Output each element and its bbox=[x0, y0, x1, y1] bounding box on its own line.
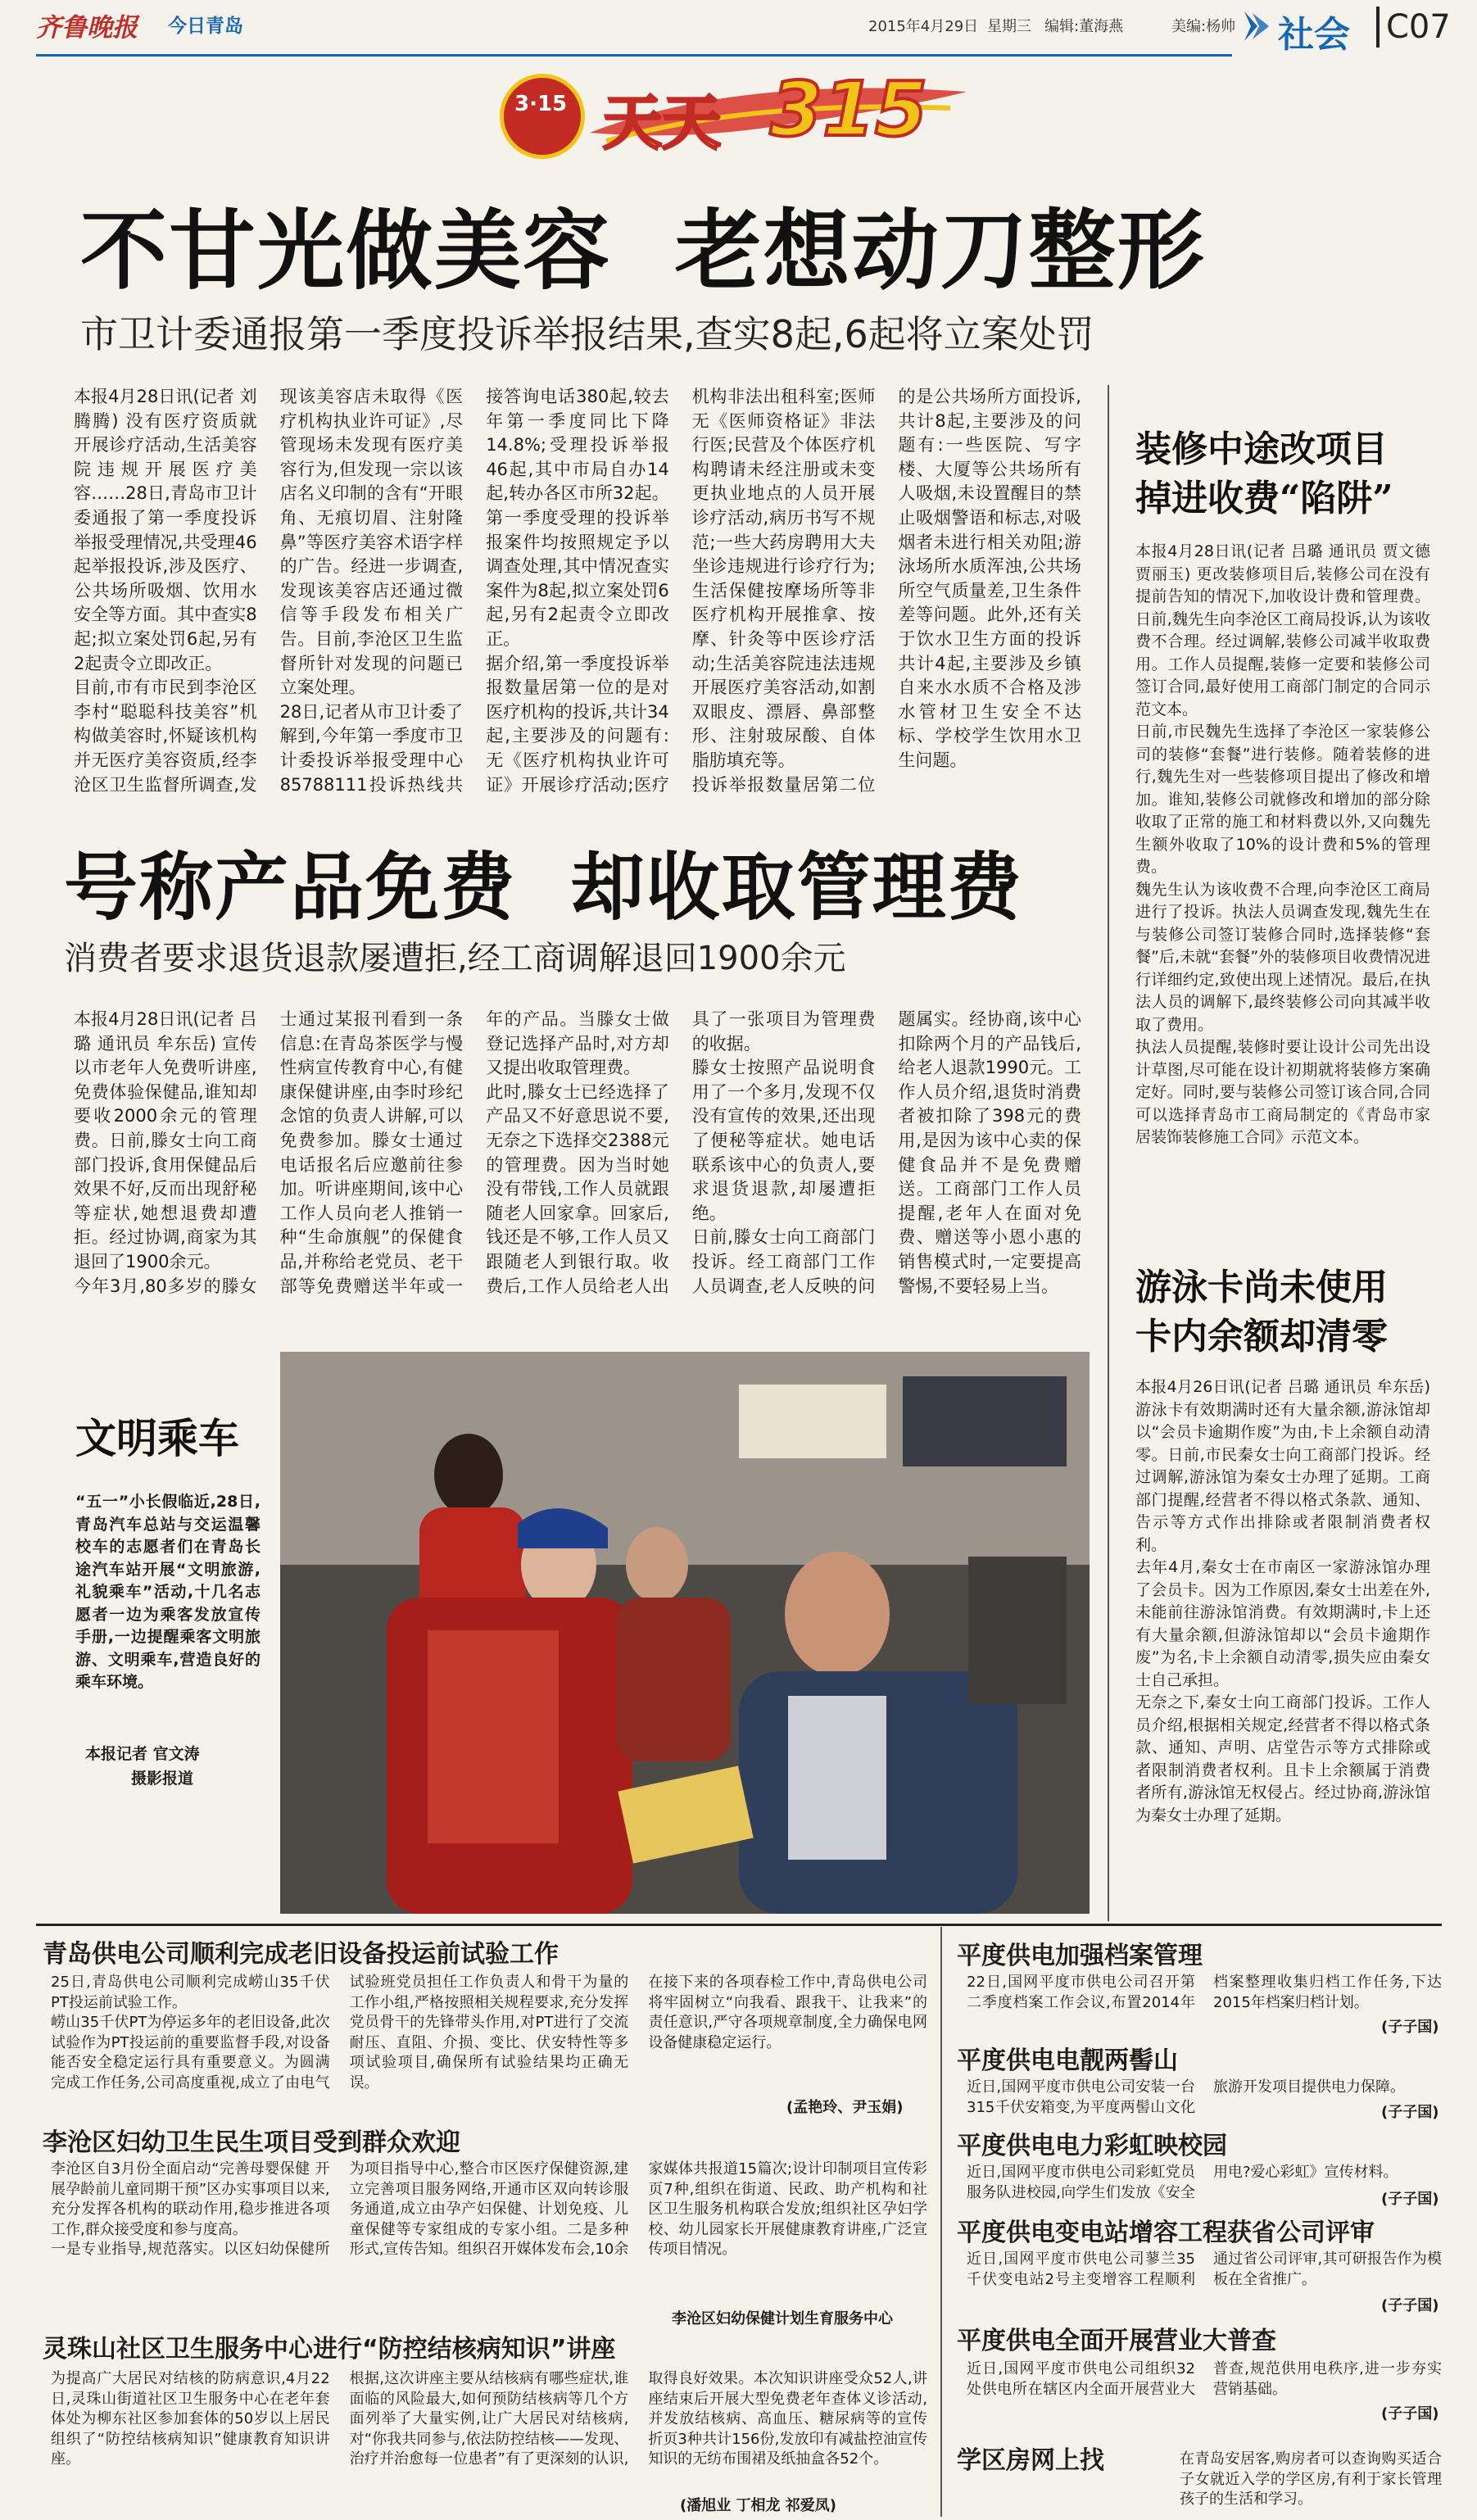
r2-credit: (子子国) bbox=[1381, 2104, 1439, 2121]
b1-credit: (孟艳玲、尹玉娟) bbox=[786, 2099, 904, 2116]
article4-title: 游泳卡尚未使用 bbox=[1135, 1267, 1388, 1308]
r1-title: 平度供电加强档案管理 bbox=[957, 1942, 1203, 1970]
photo-caption-body: “五一”小长假临近,28日,青岛汽车总站与交运温馨校车的志愿者们在青岛长途汽车站开展“文明旅游,礼貌乘车”活动,十几名志愿者一边为乘客发放宣传手册,一边提醒乘客文明旅游、文明乘车,营造良好的乘车环境。 bbox=[75, 1493, 261, 1691]
r2-body: 近日,国网平度市供电公司安装一台315千伏安箱变,为平度两髻山文化旅游开发项目提供电力保障。 bbox=[967, 2078, 1405, 2116]
masthead-rule bbox=[36, 54, 1232, 57]
b3-body: 为提高广大居民对结核的防病意识,4月22日,灵珠山街道社区卫生服务中心在老年套体处为柳东社区参加套体的50岁以上居民组织了“防控结核病知识”健康教育知识讲座。 根据,这次讲座主要从结核病有哪些症状,谁面临的风险最大,如何预防结核病等几个方面列举了大量实例,让广大居民对结核病,对“你我共同参与,依法防控结核——发现、治疗并治愈每一位患者”有了更深刻的认识,取得良好效果。本次知识讲座受众52人,讲座结束后开展大型免费老年查体义诊活动,并发放结核病、高血压、糖尿病等的宣传折页3种共计156份,发放印有减盐控油宣传知识的无纺布围裙及纸抽盒各52个。 bbox=[51, 2370, 927, 2468]
b3-title: 灵珠山社区卫生服务中心进行“防控结核病知识”讲座 bbox=[43, 2335, 616, 2364]
r6-body: 在青岛安居客,购房者可以查询购买适合子女就近入学的学区房,有利于家长管理孩子的生活和学习。 bbox=[1180, 2450, 1442, 2508]
article4-title-line2: 卡内余额却清零 bbox=[1135, 1316, 1388, 1357]
article2-body: 本报4月28日讯(记者 吕璐 通讯员 牟东岳) 宣传以市老年人免费听讲座,免费体验保健品,谁知却要收2000余元的管理费。日前,滕女士向工商部门投诉,食用保健品后效果不好,反而出现舒秘等症状,她想退费却遭拒。经过协调,商家为其退回了1900余元。 今年3月,80多岁的滕女士通过某报刊看到一条信息:在青岛茶医学与慢性病宣传教育中心,有健康保健讲座,由李时珍纪念馆的负责人讲解,可以免费参加。滕女士通过电话报名后应邀前往参加。听讲座期间,该中心工作人员向老人推销一种“生命旗舰”的保健食品,并称给老党员、老干部等免费赠送半年或一年的产品。当滕女士做登记选择产品时,对方却又提出收取管理费。 此时,滕女士已经选择了产品又不好意思说不要,无奈之下选择交2388元的管理费。因为当时她没有带钱,工作人员就跟随老人回家拿。回家后,钱还是不够,工作人员又跟随老人到银行取。收费后,工作人员给老人出具了一张项目为管理费的收据。 滕女士按照产品说明食用了一个多月,发现不仅没有宣传的效果,还出现了便秘等症状。她电话联系该中心的负责人,要求退货退款,却屡遭拒绝。 日前,滕女士向工商部门投诉。经工商部门工作人员调查,老人反映的问题属实。经协商,该中心扣除两个月的产品钱后,给老人退款1990元。工作人员介绍,退货时消费者被扣除了398元的费用,是因为该中心卖的保健食品并不是免费赠送。工商部门工作人员提醒,老年人在面对免费、赠送等小恩小惠的销售模式时,一定要提高警惕,不要轻易上当。 bbox=[74, 1009, 1081, 1296]
article1-body: 本报4月28日讯(记者 刘腾腾) 没有医疗资质就开展诊疗活动,生活美容院违规开展医疗美容……28日,青岛市卫计委通报了第一季度投诉举报受理情况,共受理46起举报投诉,涉及医疗、公共场所吸烟、饮用水安全等方面。其中查实8起;拟立案处罚6起,另有2起责令立即改正。 目前,市有市民到李沧区李村“聪聪科技美容”机构做美容时,怀疑该机构并无医疗美容资质,经李沧区卫生监督所调查,发现该美容店未取得《医疗机构执业许可证》,尽管现场未发现有医疗美容行为,但发现一宗以该店名义印制的含有“开眼角、无痕切眉、注射隆鼻”等医疗美容术语字样的广告。经进一步调查,发现该美容店还通过微信等手段发布相关广告。目前,李沧区卫生监督所针对发现的问题已立案处理。 28日,记者从市卫计委了解到,今年第一季度市卫计委投诉举报受理中心85788111投诉热线共接答询电话380起,较去年第一季度同比下降14.8%;受理投诉举报46起,其中市局自办14起,转办各区市所32起。第一季度受理的投诉举报案件均按照规定予以调查处理,其中情况查实案件为8起,拟立案处罚6起,另有2起责令立即改正。 据介绍,第一季度投诉举报数量居第一位的是对医疗机构的投诉,共计34起,主要涉及的问题有:无《医疗机构执业许可证》开展诊疗活动;医疗机构非法出租科室;医师无《医师资格证》非法行医;民营及个体医疗机构聘请未经注册或未变更执业地点的人员开展诊疗活动,病历书写不规范;一些大药房聘用大夫坐诊违规进行诊疗行为;生活保健按摩场所等非医疗机构开展推拿、按摩、针灸等中医诊疗活动;生活美容院违法违规开展医疗美容活动,如割双眼皮、漂唇、鼻部整形、注射玻尿酸、自体脂肪填充等。 投诉举报数量居第二位的是公共场所方面投诉,共计8起,主要涉及的问题有:一些医院、写字楼、大厦等公共场所有人吸烟,未设置醒目的禁止吸烟警语和标志,对吸烟者未进行相关劝阻;游泳场所水质浑浊,公共场所空气质量差,卫生条件差等问题。此外,还有关于饮水卫生方面的投诉共计4起,主要涉及乡镇自来水水质不合格及涉水管材卫生安全不达标、学校学生饮用水卫生问题。 bbox=[74, 387, 1081, 795]
r5-body: 近日,国网平度市供电公司组织32处供电所在辖区内全面开展营业大普查,规范供用电秩序,进一步夯实营销基础。 bbox=[967, 2360, 1442, 2398]
paper-name: 齐鲁晚报 bbox=[36, 13, 138, 43]
r6-title: 学区房网上找 bbox=[957, 2446, 1104, 2475]
masthead bbox=[0, 0, 1477, 59]
section-tag: 今日青岛 bbox=[168, 16, 243, 37]
banner-number: 315 bbox=[770, 66, 928, 153]
article1-title: 不甘光做美容 老想动刀整形 bbox=[80, 199, 1206, 301]
article1-subtitle: 市卫计委通报第一季度投诉举报结果,查实8起,6起将立案处罚 bbox=[80, 312, 1094, 356]
designer: 美编:杨帅 bbox=[1171, 18, 1236, 35]
b1-title: 青岛供电公司顺利完成老旧设备投运前试验工作 bbox=[43, 1940, 559, 1969]
photo-credit-1: 本报记者 官文涛 bbox=[85, 1745, 200, 1763]
divider-bar bbox=[1376, 7, 1380, 48]
banner-title: 天天 bbox=[603, 88, 722, 157]
weekday: 星期三 bbox=[987, 18, 1031, 35]
b1-body: 25日,青岛供电公司顺利完成崂山35千伏PT投运前试验工作。 崂山35千伏PT为停运多年的老旧设备,此次试验作为PT投运前的重要监督手段,对设备能否安全稳定运行具有重要意义。为圆满完成工作任务,公司高度重视,成立了由电气试验班党员担任工作负责人和骨干为量的工作小组,严格按照相关规程要求,充分发挥党员骨干的先锋带头作用,对PT进行了交流耐压、直阻、介损、变比、伏安特性等多项试验项目,确保所有试验结果均正确无误。 在接下来的各项春检工作中,青岛供电公司将牢固树立“向我看、跟我干、让我来”的责任意识,严守各项规章制度,全力确保电网设备健康稳定运行。 bbox=[51, 1974, 927, 2092]
b2-body: 李沧区自3月份全面启动“完善母婴保健 开展孕龄前儿童同期干预”区办实事项目以来,充分发挥各机构的联动作用,稳步推进各项工作,群众接受度和参与度高。 一是专业指导,规范落实。以区妇幼保健所为项目指导中心,整合市区医疗保健资源,建立完善项目服务网络,开通市区双向转诊服务通道,成立由孕产妇保健、计划免疫、儿童保健等专家组成的专家小组。二是多种形式,宣传告知。组织召开媒体发布会,10余家媒体共报道15篇次;设计印制项目宣传彩页7种,组织在街道、民政、助产机构和社区卫生服务机构联合发放;组织社区孕妇学校、幼儿园家长开展健康教育讲座,广泛宣传项目情况。 bbox=[51, 2160, 927, 2258]
article3-title: 装修中途改项目 bbox=[1135, 428, 1388, 470]
article2-subtitle: 消费者要求退货退款屡遭拒,经工商调解退回1900余元 bbox=[64, 940, 846, 977]
r1-body: 22日,国网平度市供电公司召开第二季度档案工作会议,布置2014年档案整理收集归档工作任务,下达2015年档案归档计划。 bbox=[967, 1974, 1442, 2011]
article3-title-line2: 掉进收费“陷阱” bbox=[1135, 478, 1393, 519]
r3-credit: (子子国) bbox=[1381, 2191, 1439, 2208]
article4-body: 本报4月26日讯(记者 吕璐 通讯员 牟东岳) 游泳卡有效期满时还有大量余额,游泳馆却以“会员卡逾期作废”为由,卡上余额自动清零。日前,市民秦女士向工商部门投诉。经过调解,游泳馆为秦女士办理了延期。工商部门提醒,经营者不得以格式条款、通知、告示等方式作出排除或者限制消费者权利。 去年4月,秦女士在市南区一家游泳馆办理了会员卡。因为工作原因,秦女士出差在外,未能前往游泳馆消费。有效期满时,卡上还有大量余额,但游泳馆却以“会员卡逾期作废”为名,卡上余额自动清零,损失应由秦女士自己承担。 无奈之下,秦女士向工商部门投诉。工作人员介绍,根据相关规定,经营者不得以格式条款、通知、声明、店堂告示等方式排除或者限制消费者权利。且卡上余额属于消费者所有,游泳馆无权侵占。经过协商,游泳馆为秦女士办理了延期。 bbox=[1135, 1378, 1430, 1824]
bottom-column-divider bbox=[940, 1927, 942, 2517]
photo-caption-title: 文明乘车 bbox=[75, 1414, 239, 1462]
editor: 编辑:董海燕 bbox=[1044, 18, 1124, 35]
b2-title: 李沧区妇幼卫生民生项目受到群众欢迎 bbox=[43, 2128, 460, 2157]
article3-body: 本报4月28日讯(记者 吕璐 通讯员 贾文德 贾丽玉) 更改装修项目后,装修公司在没有提前告知的情况下,加收设计费和管理费。日前,魏先生向李沧区工商局投诉,认为该收费不合理。经过调解,装修公司减半收取费用。工作人员提醒,装修一定要和装修公司签订合同,最好使用工商部门制定的合同示范文本。 日前,市民魏先生选择了李沧区一家装修公司的装修“套餐”进行装修。随着装修的进行,魏先生对一些装修项目提出了修改和增加。谁知,装修公司就修改和增加的部分除收取了正常的施工和材料费以外,又向魏先生额外收取了10%的设计费和5%的管理费。 魏先生认为该收费不合理,向李沧区工商局进行了投诉。执法人员调查发现,魏先生在与装修公司签订装修合同时,选择装修“套餐”后,未就“套餐”外的装修项目收费情况进行详细约定,致使出现上述情况。最后,在执法人员的调解下,最终装修公司向其减半收取了费用。 执法人员提醒,装修时要让设计公司先出设计草图,尽可能在设计初期就将装修方案确定好。同时,要与装修公司签订该合同,合同可以选择青岛市工商局制定的《青岛市家居装饰装修施工合同》示范文本。 bbox=[1135, 542, 1430, 1146]
banner-logo-globe-icon bbox=[500, 74, 585, 159]
bottom-section-rule bbox=[36, 1924, 1442, 1926]
right-column-divider bbox=[1108, 385, 1109, 1921]
banner-315 bbox=[442, 59, 1032, 165]
r5-title: 平度供电全面开展营业大普查 bbox=[957, 2327, 1276, 2355]
r1-credit: (子子国) bbox=[1381, 2019, 1439, 2036]
news-photo bbox=[280, 1352, 1090, 1914]
b2-credit: 李沧区妇幼保健计划生育服务中心 bbox=[672, 2310, 893, 2327]
r4-credit: (子子国) bbox=[1381, 2297, 1439, 2314]
r2-title: 平度供电电靓两髻山 bbox=[957, 2046, 1178, 2075]
b3-credit: (潘旭业 丁相龙 祁爱凤) bbox=[680, 2497, 836, 2514]
r4-title: 平度供电变电站增容工程获省公司评审 bbox=[957, 2219, 1375, 2247]
banner-logo: 3·15 bbox=[514, 92, 568, 116]
r3-body: 近日,国网平度市供电公司彩虹党员服务队进校园,向学生们发放《安全用电?爱心彩虹》宣传材料。 bbox=[967, 2164, 1398, 2201]
photo-credit-2: 摄影报道 bbox=[131, 1770, 194, 1788]
section-bird-icon bbox=[1241, 7, 1274, 46]
r5-credit: (子子国) bbox=[1381, 2405, 1439, 2423]
article2-title: 号称产品免费 却收取管理费 bbox=[64, 844, 1023, 931]
r4-body: 近日,国网平度市供电公司蓼兰35千伏变电站2号主变增容工程顺利通过省公司评审,其可研报告作为模板在全省推广。 bbox=[967, 2250, 1442, 2288]
date: 2015年4月29日 bbox=[868, 18, 979, 35]
section-name: 社会 bbox=[1278, 14, 1350, 56]
page-number: C07 bbox=[1386, 8, 1451, 46]
r3-title: 平度供电电力彩虹映校园 bbox=[957, 2132, 1227, 2160]
